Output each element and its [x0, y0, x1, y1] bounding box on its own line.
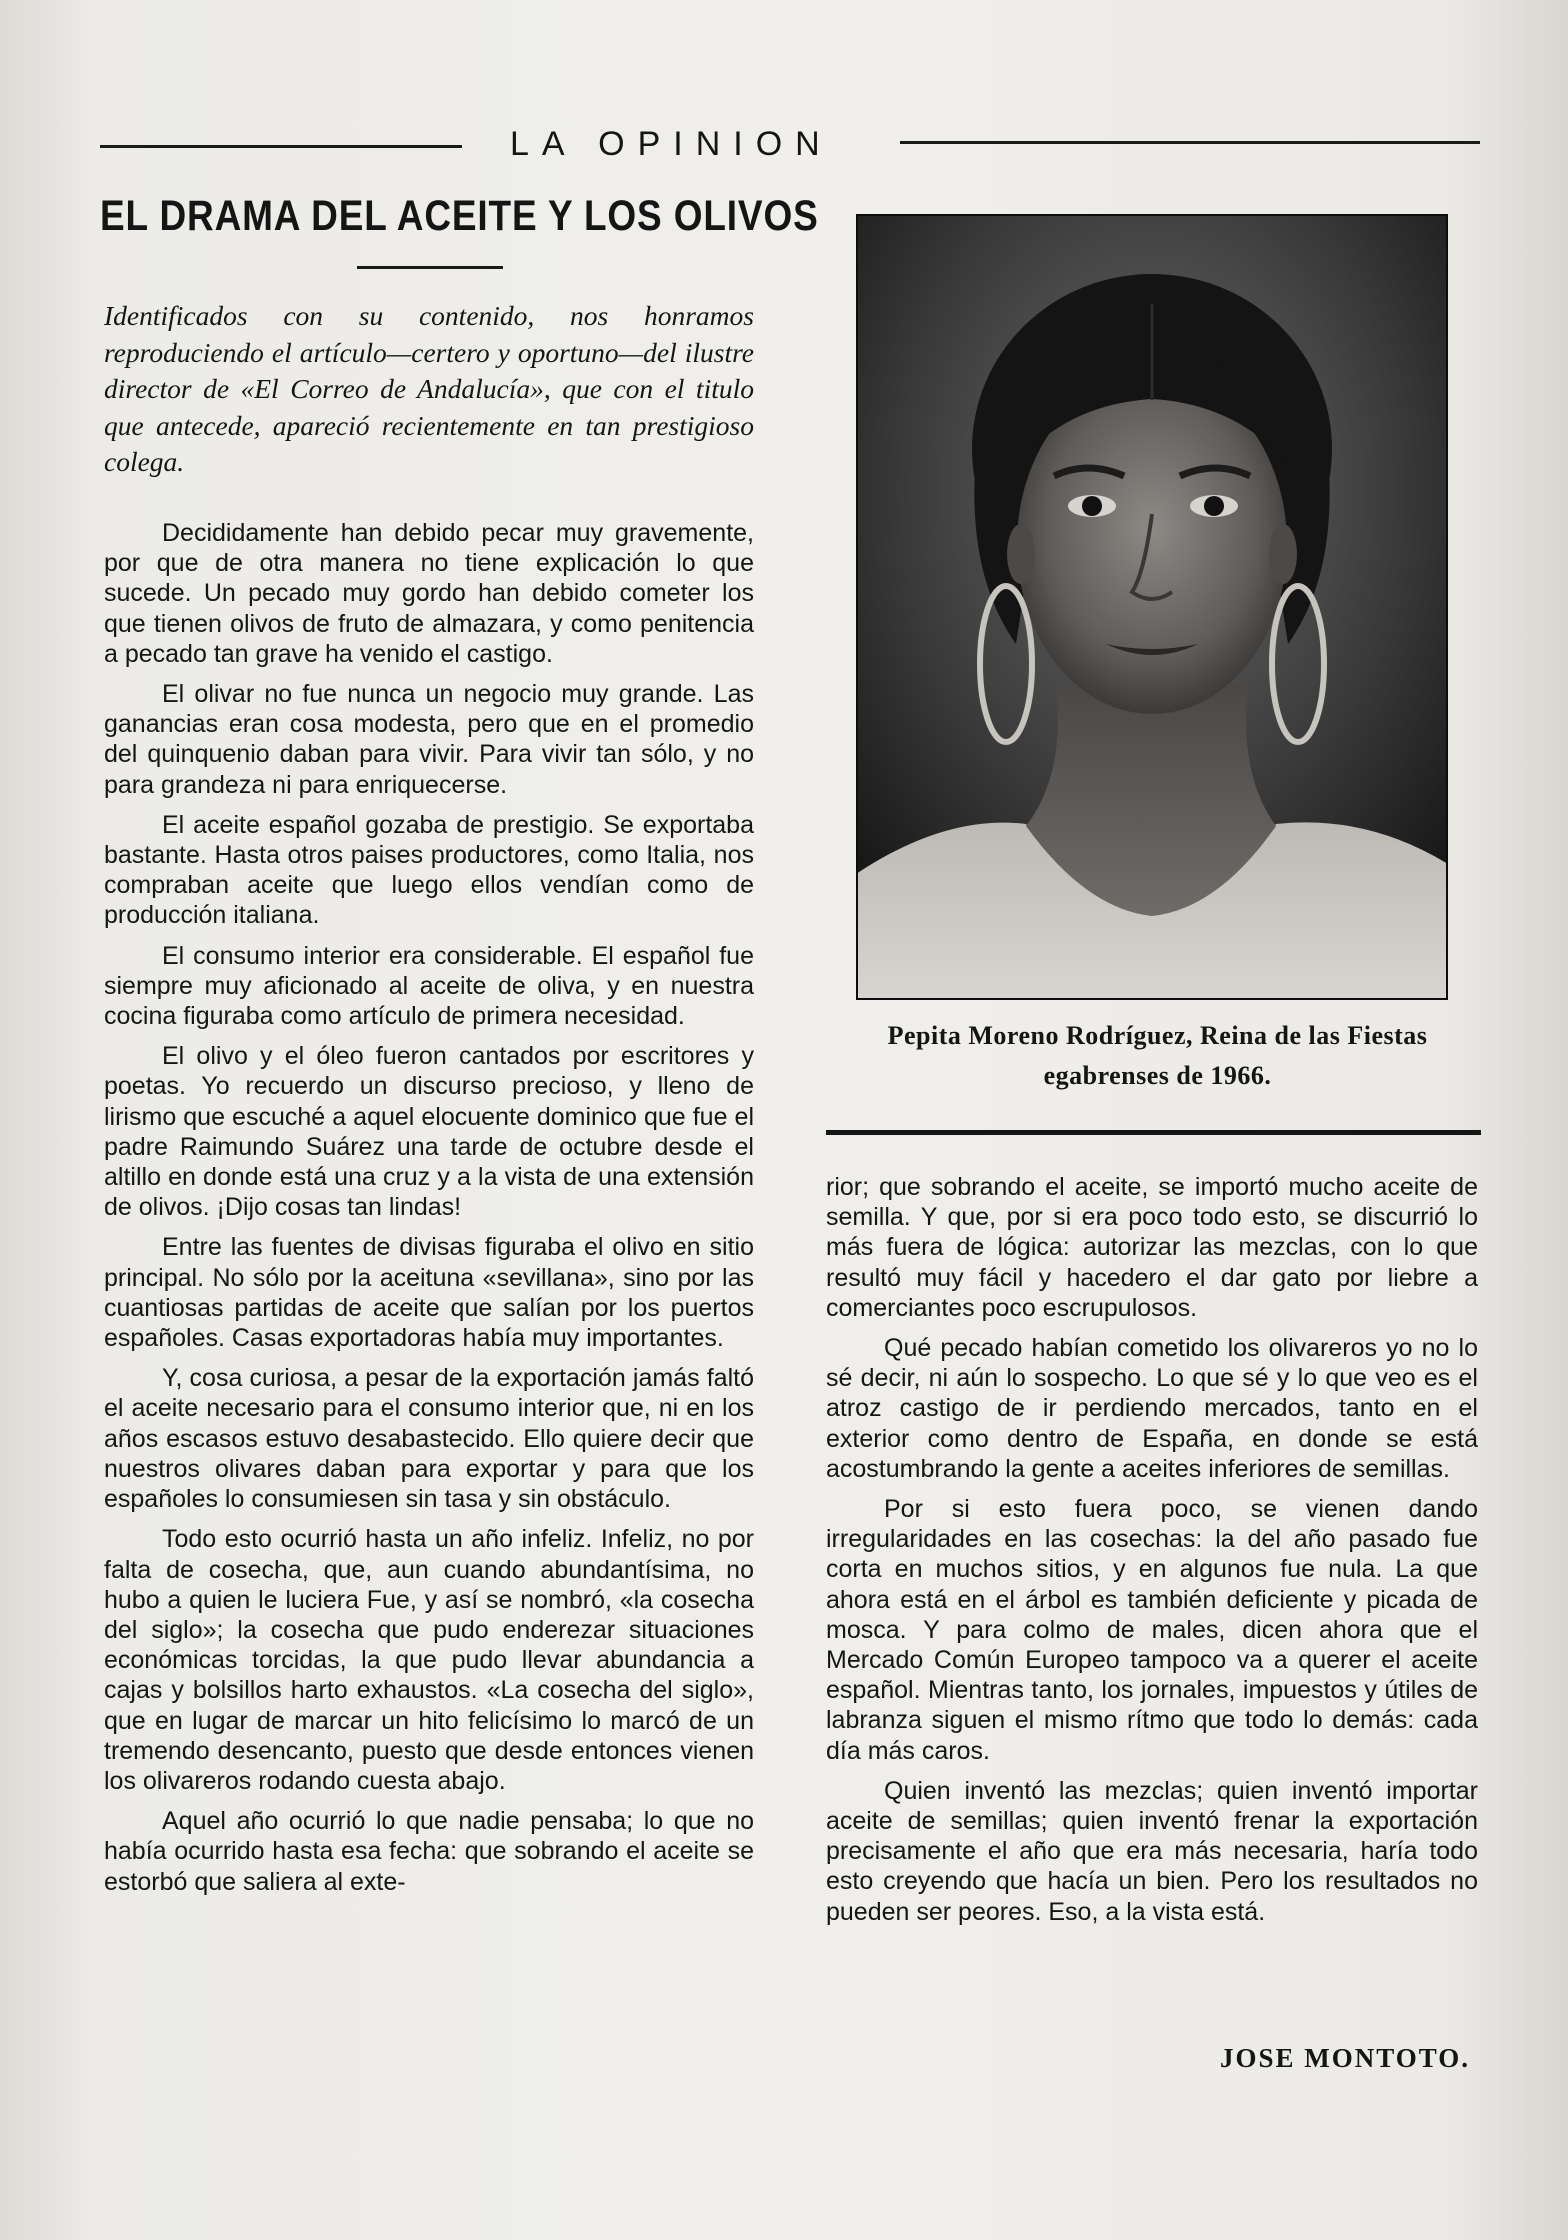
- paragraph: Quien inventó las mezclas; quien inventó importar aceite de semillas; quien inventó frenar la exportación precisamente el año que era más necesaria, haría todo esto creyendo que hacía un bien. Pero los resultados no pueden ser peores. Eso, a la vista está.: [826, 1776, 1478, 1926]
- paragraph: El olivar no fue nunca un negocio muy grande. Las ganancias eran cosa modesta, pero que en el promedio del quinquenio daban para vivir. Para vivir tan sólo, y no para grandeza ni para enriquecerse.: [104, 680, 754, 799]
- paragraph: Por si esto fuera poco, se vienen dando irregularidades en las cosechas: la del año pasado fue corta en muchos sitios, y en algunos fue nula. La que ahora está en el árbol es también deficiente y picada de mosca. Y para colmo de males, dicen ahora que el Mercado Común Europeo tampoco va a querer el aceite español. Mientras tanto, los jornales, impuestos y útiles de labranza siguen el mismo rítmo que todo lo demás: cada día más caros.: [826, 1495, 1478, 1765]
- article-headline: EL DRAMA DEL ACEITE Y LOS OLIVOS: [100, 192, 819, 240]
- masthead-rule-right: [900, 141, 1480, 144]
- paragraph: Todo esto ocurrió hasta un año infeliz. Infeliz, no por falta de cosecha, que, aun cuando abundantísima, no hubo a quien le luciera Fue, y así se nombró, «la cosecha del siglo»; la cosecha que pudo enderezar situaciones económicas torcidas, la que pudo llevar abundancia a cajas y bolsillos harto exhaustos. «La cosecha del siglo», que en lugar de marcar un hito felicísimo lo marcó de un tremendo desencanto, puesto que desde entonces vienen los olivareros rodando cuesta abajo.: [104, 1525, 754, 1795]
- paragraph: Qué pecado habían cometido los olivareros yo no lo sé decir, ni aún lo sospecho. Lo que sé y lo que veo es el atroz castigo de ir perdiendo mercados, tanto en el exterior como dentro de España, en donde se está acostumbrando la gente a aceites inferiores de semillas.: [826, 1334, 1478, 1483]
- article-column-left: [104, 518, 754, 1907]
- caption-line: Pepita Moreno Rodríguez, Reina de las Fiestas: [887, 1021, 1428, 1050]
- paragraph: Entre las fuentes de divisas figuraba el olivo en sitio principal. No sólo por la aceituna «sevillana», sino por las cuantiosas partidas de aceite que salían por los puertos españoles. Casas exportadoras había muy importantes.: [104, 1233, 754, 1353]
- portrait-image: [856, 214, 1448, 1000]
- masthead-rule-left: [100, 145, 462, 148]
- caption-line: egabrenses de 1966.: [1043, 1061, 1272, 1090]
- headline-underline: [357, 266, 503, 269]
- photo-caption: [830, 1016, 1485, 1096]
- author-signature: JOSE MONTOTO.: [1219, 2043, 1470, 2073]
- paragraph: El olivo y el óleo fueron cantados por escritores y poetas. Yo recuerdo un discurso precioso, y lleno de lirismo que escuché a aquel elocuente dominico que fue el padre Raimundo Suárez una tarde de octubre desde el altillo en donde está una cruz y a la vista de una extensión de olivos. ¡Dijo cosas tan lindas!: [104, 1042, 754, 1222]
- paragraph: El consumo interior era considerable. El español fue siempre muy aficionado al aceite de oliva, y en nuestra cocina figuraba como artículo de primera necesidad.: [104, 941, 754, 1031]
- masthead-title: LA OPINION: [510, 125, 833, 163]
- paragraph: Aquel año ocurrió lo que nadie pensaba; lo que no había ocurrido hasta esa fecha: que sobrando el aceite se estorbó que saliera al exte-: [104, 1807, 754, 1896]
- paragraph: El aceite español gozaba de prestigio. Se exportaba bastante. Hasta otros paises productores, como Italia, nos compraban aceite que luego ellos vendían como de producción italiana.: [104, 810, 754, 930]
- paragraph: Decididamente han debido pecar muy gravemente, por que de otra manera no tiene explicación lo que sucede. Un pecado muy gordo han debido cometer los que tienen olivos de fruto de almazara, y como penitencia a pecado tan grave ha venido el castigo.: [104, 519, 754, 668]
- paragraph: rior; que sobrando el aceite, se importó mucho aceite de semilla. Y que, por si era poco todo esto, se discurrió lo más fuera de lógica: autorizar las mezclas, con lo que resultó muy fácil y hacedero el dar gato por liebre a comerciantes poco escrupulosos.: [826, 1173, 1478, 1322]
- article-column-right: [826, 1172, 1478, 1937]
- article-intro: Identificados con su contenido, nos honramos reproduciendo el artículo—certero y oportuno—del ilustre director de «El Correo de Andalucía», que con el titulo que antecede, apareció recientemente en tan prestigioso colega.: [104, 300, 754, 477]
- section-divider: [826, 1130, 1481, 1135]
- masthead: [100, 125, 1480, 165]
- paragraph: Y, cosa curiosa, a pesar de la exportación jamás faltó el aceite necesario para el consumo interior que, ni en los años escasos estuvo desabastecido. Ello quiere decir que nuestros olivares daban para exportar y para que los españoles lo consumiesen sin tasa y sin obstáculo.: [104, 1364, 754, 1514]
- portrait-photo: [856, 214, 1448, 1000]
